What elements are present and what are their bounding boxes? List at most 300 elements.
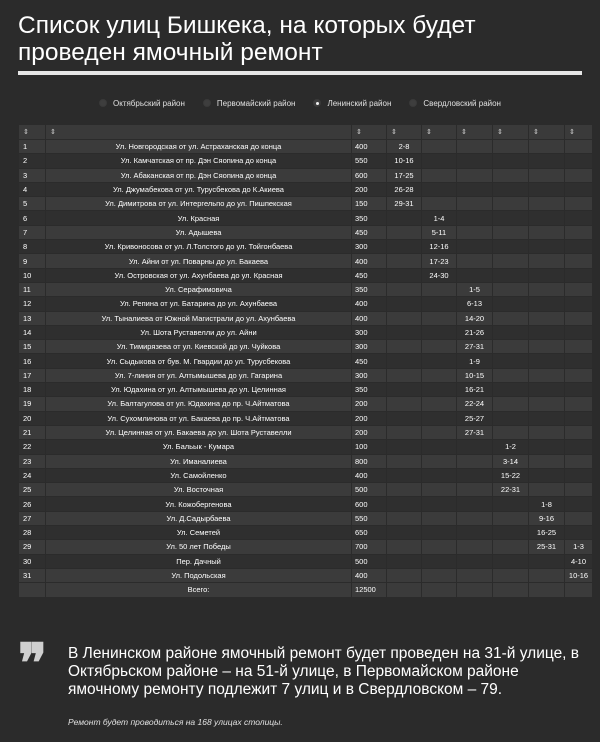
page-title: Список улиц Бишкека, на которых будет проведен ямочный ремонт xyxy=(18,12,476,66)
table-cell xyxy=(529,154,565,168)
table-cell: 31 xyxy=(19,568,46,582)
sort-icon[interactable]: ⇕ xyxy=(352,125,387,140)
table-cell: Ул. Семетей xyxy=(46,526,352,540)
table-cell xyxy=(387,468,422,482)
table-cell xyxy=(387,368,422,382)
table-cell: 200 xyxy=(352,397,387,411)
table-row xyxy=(19,483,593,497)
table-row xyxy=(19,197,593,211)
radio-selected-icon[interactable] xyxy=(313,99,321,107)
table-cell xyxy=(529,282,565,296)
tab-pervomaysky[interactable] xyxy=(203,99,296,108)
table-row xyxy=(19,554,593,568)
sort-icon[interactable]: ⇕ xyxy=(19,125,46,140)
table-row xyxy=(19,325,593,339)
table-cell: 400 xyxy=(352,468,387,482)
table-cell xyxy=(457,568,493,582)
sort-icon[interactable]: ⇕ xyxy=(529,125,565,140)
table-cell xyxy=(493,568,529,582)
table-cell: 550 xyxy=(352,154,387,168)
table-cell xyxy=(422,440,457,454)
footnote: Ремонт будет проводиться на 168 улицах столицы. xyxy=(68,717,283,727)
table-cell: 27-31 xyxy=(457,340,493,354)
table-cell: 10-15 xyxy=(457,368,493,382)
table-cell: Ул. Серафимовича xyxy=(46,282,352,296)
total-value: 12500 xyxy=(352,583,387,597)
table-cell xyxy=(529,354,565,368)
table-cell xyxy=(529,325,565,339)
table-cell: 1-9 xyxy=(457,354,493,368)
table-cell xyxy=(422,568,457,582)
table-cell: Ул. Иманалиева xyxy=(46,454,352,468)
table-cell: 6 xyxy=(19,211,46,225)
table-cell xyxy=(529,397,565,411)
table-cell: 8 xyxy=(19,240,46,254)
table-row xyxy=(19,154,593,168)
table-cell xyxy=(565,454,593,468)
table-cell xyxy=(387,225,422,239)
table-cell: 26 xyxy=(19,497,46,511)
table-cell: 600 xyxy=(352,497,387,511)
table-cell xyxy=(493,383,529,397)
table-cell xyxy=(529,340,565,354)
table-cell xyxy=(387,526,422,540)
table-cell: 2-8 xyxy=(387,140,422,154)
table-cell xyxy=(565,182,593,196)
table-row xyxy=(19,511,593,525)
table-row xyxy=(19,311,593,325)
table-cell xyxy=(529,168,565,182)
table-cell xyxy=(422,140,457,154)
table-row xyxy=(19,140,593,154)
table-cell xyxy=(387,254,422,268)
table-cell xyxy=(493,154,529,168)
table-cell xyxy=(493,240,529,254)
sort-icon[interactable]: ⇕ xyxy=(457,125,493,140)
table-cell xyxy=(387,483,422,497)
table-cell xyxy=(457,440,493,454)
table-cell xyxy=(457,211,493,225)
table-cell: 17-23 xyxy=(422,254,457,268)
table-cell: Ул. Репина от ул. Батарина до ул. Ахунбаева xyxy=(46,297,352,311)
tab-oktyabrsky[interactable] xyxy=(99,99,185,108)
table-cell: Ул. 50 лет Победы xyxy=(46,540,352,554)
table-cell xyxy=(529,297,565,311)
table-cell: Ул. Тимирязева от ул. Киевской до ул. Чуйкова xyxy=(46,340,352,354)
table-cell xyxy=(529,568,565,582)
table-cell: 650 xyxy=(352,526,387,540)
table-cell xyxy=(493,368,529,382)
table-cell: 300 xyxy=(352,240,387,254)
table-cell xyxy=(422,197,457,211)
table-row xyxy=(19,497,593,511)
table-cell xyxy=(422,368,457,382)
table-cell: 24-30 xyxy=(422,268,457,282)
table-cell: 150 xyxy=(352,197,387,211)
table-cell xyxy=(565,468,593,482)
table-cell: Ул. Сыдыкова от був. М. Гвардии до ул. Турусбекова xyxy=(46,354,352,368)
table-cell xyxy=(565,497,593,511)
table-cell xyxy=(387,211,422,225)
table-cell: 29 xyxy=(19,540,46,554)
table-cell xyxy=(565,383,593,397)
table-cell: 1 xyxy=(19,140,46,154)
table-row xyxy=(19,397,593,411)
table-cell: Ул. Кривоносова от ул. Л.Толстого до ул. Тойгонбаева xyxy=(46,240,352,254)
table-cell xyxy=(493,311,529,325)
table-cell: 500 xyxy=(352,483,387,497)
table-cell xyxy=(457,554,493,568)
table-cell xyxy=(493,540,529,554)
table-cell xyxy=(457,154,493,168)
table-cell: 300 xyxy=(352,325,387,339)
table-cell xyxy=(457,511,493,525)
table-cell xyxy=(387,240,422,254)
table-cell xyxy=(457,197,493,211)
table-cell: Ул. Абаканская от пр. Дэн Сяопина до конца xyxy=(46,168,352,182)
table-cell xyxy=(493,211,529,225)
table-cell xyxy=(422,454,457,468)
table-cell xyxy=(422,468,457,482)
table-cell xyxy=(422,497,457,511)
table-cell xyxy=(529,140,565,154)
table-cell xyxy=(387,440,422,454)
table-row xyxy=(19,340,593,354)
quote-text: В Ленинском районе ямочный ремонт будет проведен на 31-й улице, в Октябрьском районе – на 51-й улице, в Первомайском районе ямочному ремонту подлежит 7 улиц и в Свердловском – 79. xyxy=(68,645,580,698)
table-row xyxy=(19,383,593,397)
table-cell: 16-25 xyxy=(529,526,565,540)
table-cell: Ул. Подольская xyxy=(46,568,352,582)
table-cell: Ул. Айни от ул. Поварны до ул. Бакаева xyxy=(46,254,352,268)
sort-icon[interactable]: ⇕ xyxy=(46,125,352,140)
table-cell xyxy=(422,526,457,540)
table-cell: 22 xyxy=(19,440,46,454)
table-cell xyxy=(493,526,529,540)
table-cell xyxy=(565,311,593,325)
table-cell xyxy=(529,182,565,196)
table-cell xyxy=(565,140,593,154)
table-cell: 14 xyxy=(19,325,46,339)
table-cell xyxy=(493,268,529,282)
table-cell: 21-26 xyxy=(457,325,493,339)
table-cell xyxy=(422,554,457,568)
table-cell: 21 xyxy=(19,425,46,439)
title-divider xyxy=(18,71,582,75)
table-cell: Ул. 7-линия от ул. Алтымышева до ул. Гагарина xyxy=(46,368,352,382)
table-cell: 1-3 xyxy=(565,540,593,554)
table-cell xyxy=(422,411,457,425)
table-cell xyxy=(387,297,422,311)
table-cell xyxy=(493,554,529,568)
table-cell xyxy=(457,468,493,482)
table-cell xyxy=(493,140,529,154)
radio-icon[interactable] xyxy=(409,99,417,107)
table-cell xyxy=(565,325,593,339)
table-row xyxy=(19,411,593,425)
table-row xyxy=(19,254,593,268)
table-cell xyxy=(387,311,422,325)
table-cell xyxy=(565,154,593,168)
table-cell xyxy=(422,540,457,554)
table-cell: 700 xyxy=(352,540,387,554)
table-cell: 9 xyxy=(19,254,46,268)
table-cell xyxy=(565,368,593,382)
table-cell xyxy=(457,140,493,154)
table-cell xyxy=(387,568,422,582)
table-cell xyxy=(565,240,593,254)
table-cell xyxy=(493,282,529,296)
sort-icon[interactable]: ⇕ xyxy=(493,125,529,140)
table-cell xyxy=(493,225,529,239)
table-cell xyxy=(422,583,457,597)
table-cell xyxy=(422,483,457,497)
table-cell: 400 xyxy=(352,311,387,325)
table-cell xyxy=(529,240,565,254)
table-cell xyxy=(457,483,493,497)
table-cell: 14-20 xyxy=(457,311,493,325)
table-cell: 2 xyxy=(19,154,46,168)
table-cell xyxy=(422,282,457,296)
table-cell: 3 xyxy=(19,168,46,182)
table-cell: Ул. Островская от ул. Ахунбаева до ул. Красная xyxy=(46,268,352,282)
total-label: Всего: xyxy=(46,583,352,597)
table-cell: 15-22 xyxy=(493,468,529,482)
table-cell: 400 xyxy=(352,140,387,154)
table-cell xyxy=(529,211,565,225)
table-row xyxy=(19,268,593,282)
table-cell xyxy=(493,511,529,525)
table-cell xyxy=(493,168,529,182)
table-cell xyxy=(387,383,422,397)
table-cell xyxy=(387,325,422,339)
table-cell: Пер. Дачный xyxy=(46,554,352,568)
table-cell xyxy=(387,268,422,282)
table-cell: 300 xyxy=(352,368,387,382)
table-cell xyxy=(565,411,593,425)
table-cell: 24 xyxy=(19,468,46,482)
table-cell: 400 xyxy=(352,568,387,582)
table-cell xyxy=(422,354,457,368)
table-cell: Ул. Кожобергенова xyxy=(46,497,352,511)
table-cell xyxy=(387,282,422,296)
table-cell xyxy=(387,397,422,411)
table-row xyxy=(19,282,593,296)
table-cell: 25-31 xyxy=(529,540,565,554)
district-tabs xyxy=(0,96,600,110)
table-cell xyxy=(529,197,565,211)
table-cell xyxy=(387,497,422,511)
table-cell: 6-13 xyxy=(457,297,493,311)
table-cell: 22-24 xyxy=(457,397,493,411)
table-cell xyxy=(565,511,593,525)
table-cell xyxy=(565,583,593,597)
table-cell xyxy=(457,454,493,468)
tab-leninsky[interactable] xyxy=(313,99,391,108)
table-cell: Ул. Сухомлинова от ул. Бакаева до пр. Ч.Айтматова xyxy=(46,411,352,425)
table-cell: 5 xyxy=(19,197,46,211)
table-cell: 16-21 xyxy=(457,383,493,397)
table-cell xyxy=(457,240,493,254)
table-body xyxy=(19,140,593,598)
table-cell xyxy=(493,397,529,411)
table-cell xyxy=(493,254,529,268)
table-cell xyxy=(493,411,529,425)
sort-icon[interactable]: ⇕ xyxy=(387,125,422,140)
tab-sverdlovsky[interactable] xyxy=(409,99,501,108)
table-cell xyxy=(422,168,457,182)
table-cell: 25-27 xyxy=(457,411,493,425)
table-cell xyxy=(422,325,457,339)
table-row xyxy=(19,440,593,454)
table-cell: 400 xyxy=(352,254,387,268)
table-row xyxy=(19,168,593,182)
table-cell: 10 xyxy=(19,268,46,282)
table-cell: Ул. Д.Садырбаева xyxy=(46,511,352,525)
table-cell: 12 xyxy=(19,297,46,311)
table-cell xyxy=(457,526,493,540)
table-cell xyxy=(565,225,593,239)
table-cell xyxy=(565,440,593,454)
table-cell xyxy=(457,497,493,511)
table-cell: 27 xyxy=(19,511,46,525)
table-cell xyxy=(387,340,422,354)
table-cell xyxy=(529,311,565,325)
table-cell: 1-8 xyxy=(529,497,565,511)
table-cell: 20 xyxy=(19,411,46,425)
table-cell xyxy=(387,540,422,554)
table-cell: 5-11 xyxy=(422,225,457,239)
table-cell: 350 xyxy=(352,211,387,225)
table-cell xyxy=(529,254,565,268)
table-cell xyxy=(529,454,565,468)
table-cell: 13 xyxy=(19,311,46,325)
table-cell xyxy=(529,411,565,425)
table-cell xyxy=(565,425,593,439)
table-cell xyxy=(529,554,565,568)
table-cell: 16 xyxy=(19,354,46,368)
table-cell: 18 xyxy=(19,383,46,397)
table-cell: 400 xyxy=(352,297,387,311)
sort-icon[interactable]: ⇕ xyxy=(422,125,457,140)
table-row xyxy=(19,568,593,582)
table-cell: 23 xyxy=(19,454,46,468)
table-cell xyxy=(529,583,565,597)
table-row xyxy=(19,354,593,368)
tab-label: Свердловский район xyxy=(423,98,501,108)
table-cell: 200 xyxy=(352,425,387,439)
table-cell: Ул. Самойленко xyxy=(46,468,352,482)
table-cell xyxy=(493,340,529,354)
table-row xyxy=(19,240,593,254)
table-cell: 450 xyxy=(352,354,387,368)
table-cell: 30 xyxy=(19,554,46,568)
table-cell xyxy=(565,211,593,225)
table-cell: 10-16 xyxy=(565,568,593,582)
table-cell xyxy=(529,268,565,282)
table-cell: Ул. Красная xyxy=(46,211,352,225)
table-row xyxy=(19,182,593,196)
table-cell: 19 xyxy=(19,397,46,411)
sort-icon[interactable]: ⇕ xyxy=(565,125,593,140)
table-cell: 28 xyxy=(19,526,46,540)
table-cell: 500 xyxy=(352,554,387,568)
table-cell xyxy=(565,197,593,211)
table-cell xyxy=(565,397,593,411)
table-cell: 200 xyxy=(352,182,387,196)
table-cell xyxy=(457,268,493,282)
table-cell xyxy=(493,297,529,311)
table-cell xyxy=(565,483,593,497)
table-cell xyxy=(565,168,593,182)
table-cell: Ул. Адышева xyxy=(46,225,352,239)
table-cell: 450 xyxy=(352,268,387,282)
table-cell xyxy=(457,540,493,554)
table-row xyxy=(19,297,593,311)
table-cell: 350 xyxy=(352,282,387,296)
table-cell xyxy=(565,282,593,296)
table-row xyxy=(19,225,593,239)
table-cell xyxy=(565,354,593,368)
table-cell: Ул. Димитрова от ул. Интергельпо до ул. Пишпекская xyxy=(46,197,352,211)
streets-table xyxy=(18,124,593,598)
table-cell xyxy=(422,511,457,525)
table-cell xyxy=(529,483,565,497)
table-cell: 22-31 xyxy=(493,483,529,497)
table-cell xyxy=(493,197,529,211)
tab-label: Ленинский район xyxy=(327,98,392,108)
table-cell: 3-14 xyxy=(493,454,529,468)
tab-label: Первомайский район xyxy=(216,98,296,108)
table-cell xyxy=(387,554,422,568)
table-cell: Ул. Юдахина от ул. Алтымышева до ул. Целинная xyxy=(46,383,352,397)
table-cell: 11 xyxy=(19,282,46,296)
table-cell: Ул. Тыналиева от Южной Магистрали до ул. Ахунбаева xyxy=(46,311,352,325)
table-cell xyxy=(493,354,529,368)
table-cell: 10-16 xyxy=(387,154,422,168)
table-cell: 7 xyxy=(19,225,46,239)
table-cell xyxy=(493,325,529,339)
table-cell xyxy=(565,254,593,268)
table-cell: 9-16 xyxy=(529,511,565,525)
table-cell xyxy=(529,383,565,397)
table-cell: 450 xyxy=(352,225,387,239)
table-cell xyxy=(565,297,593,311)
table-cell: 17 xyxy=(19,368,46,382)
table-cell: Ул. Новгородская от ул. Астраханская до конца xyxy=(46,140,352,154)
table-cell xyxy=(529,225,565,239)
table-cell xyxy=(457,182,493,196)
table-row xyxy=(19,211,593,225)
table-cell: 26-28 xyxy=(387,182,422,196)
table-cell: 300 xyxy=(352,340,387,354)
quote-icon: ❞ xyxy=(18,631,48,695)
table-cell: 800 xyxy=(352,454,387,468)
table-row xyxy=(19,540,593,554)
radio-icon[interactable] xyxy=(99,99,107,107)
table-cell xyxy=(19,583,46,597)
table-cell xyxy=(493,497,529,511)
table-cell xyxy=(529,425,565,439)
table-cell: Ул. Балтагулова от ул. Юдахина до пр. Ч.Айтматова xyxy=(46,397,352,411)
table-header-row xyxy=(19,125,593,140)
table-cell xyxy=(457,254,493,268)
table-cell: 600 xyxy=(352,168,387,182)
table-cell: Ул. Целинная от ул. Бакаева до ул. Шота Руставелли xyxy=(46,425,352,439)
table-cell xyxy=(565,268,593,282)
radio-icon[interactable] xyxy=(203,99,211,107)
table-cell: 4 xyxy=(19,182,46,196)
table-cell xyxy=(387,454,422,468)
